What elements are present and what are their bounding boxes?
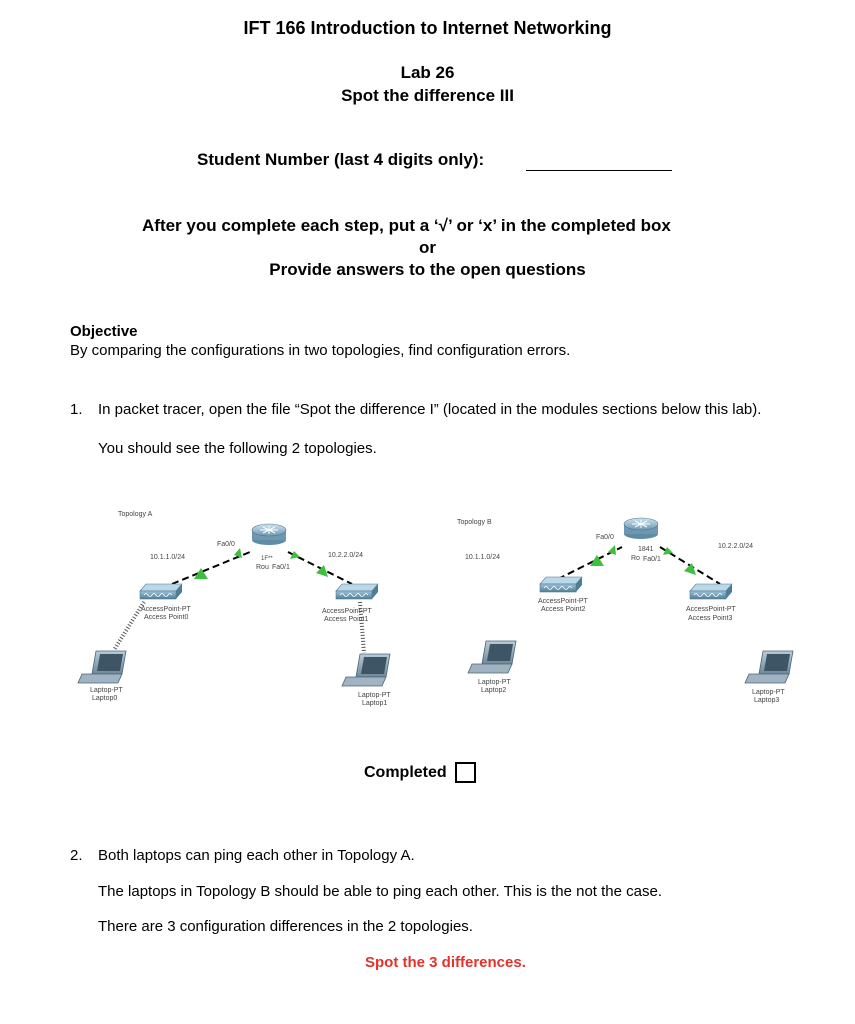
link-up-marker xyxy=(234,548,242,558)
completed-label: Completed xyxy=(364,763,447,781)
laptop3-type: Laptop-PT xyxy=(752,689,785,696)
step-2-text: Both laptops can ping each other in Topology A. xyxy=(98,847,415,864)
router-b-model: 1841 xyxy=(638,546,654,553)
router-b-port-left: Fa0/0 xyxy=(596,534,614,541)
ap3-name: Access Point3 xyxy=(688,615,733,622)
router-icon xyxy=(252,524,286,545)
laptop-icon xyxy=(468,641,516,673)
topology-b-title: Topology B xyxy=(457,519,492,526)
objective-text: By comparing the configurations in two topologies, find configuration errors. xyxy=(70,342,571,359)
laptop-icon xyxy=(745,651,793,683)
student-number-blank xyxy=(526,170,672,171)
topo-b-subnet-right: 10.2.2.0/24 xyxy=(718,543,754,550)
ap0-type: AccessPoint-PT xyxy=(141,606,191,613)
access-point-icon xyxy=(336,584,378,599)
completed-row xyxy=(364,762,476,783)
router-a-port-left: Fa0/0 xyxy=(217,541,235,548)
ap0-name: Access Point0 xyxy=(144,614,189,621)
step-2-line-3: There are 3 configuration differences in the 2 topologies. xyxy=(98,918,473,935)
ap2-name: Access Point2 xyxy=(541,606,586,613)
lab-number: Lab 26 xyxy=(400,63,455,82)
laptop0-type: Laptop-PT xyxy=(90,687,123,694)
completed-checkbox[interactable] xyxy=(455,762,476,783)
topo-a-subnet-right: 10.2.2.0/24 xyxy=(328,552,364,559)
access-point-icon xyxy=(540,577,582,592)
step-1-number: 1. xyxy=(70,401,83,418)
topo-a-subnet-left: 10.1.1.0/24 xyxy=(150,554,186,561)
router-icon xyxy=(624,518,658,539)
router-b-port-right: Fa0/1 xyxy=(643,556,661,563)
instruction-line-1: After you complete each step, put a ‘√’ or ‘x’ in the completed box xyxy=(142,216,671,235)
router-a-label: 1F** xyxy=(261,556,273,562)
lab-subtitle: Spot the difference III xyxy=(341,86,514,105)
laptop3-name: Laptop3 xyxy=(754,697,780,704)
laptop2-type: Laptop-PT xyxy=(478,679,511,686)
router-b-label: Ro xyxy=(631,555,640,562)
step-1-followup: You should see the following 2 topologies. xyxy=(98,440,377,457)
router-a-label-2: Rou xyxy=(256,564,269,571)
router-a-port-right: Fa0/1 xyxy=(272,564,290,571)
ap1-type: AccessPoint-PT xyxy=(322,608,372,615)
instruction-line-2: or xyxy=(419,238,436,257)
topo-b-subnet-left: 10.1.1.0/24 xyxy=(465,554,501,561)
access-point-icon xyxy=(690,584,732,599)
instruction-line-3: Provide answers to the open questions xyxy=(269,260,586,279)
laptop0-name: Laptop0 xyxy=(92,695,118,702)
topology-diagram xyxy=(60,505,810,715)
topo-a-wireless-left xyxy=(114,602,144,650)
laptop-icon xyxy=(78,651,126,683)
objective-title: Objective xyxy=(70,323,138,340)
laptop1-type: Laptop-PT xyxy=(358,692,391,699)
spot-differences-highlight: Spot the 3 differences. xyxy=(365,954,526,971)
laptop2-name: Laptop2 xyxy=(481,687,507,694)
access-point-icon xyxy=(140,584,182,599)
course-title: IFT 166 Introduction to Internet Networking xyxy=(243,18,612,38)
step-1-text: In packet tracer, open the file “Spot the difference I” (located in the modules sections below this lab). xyxy=(98,401,762,418)
student-number-label: Student Number (last 4 digits only): xyxy=(197,150,485,169)
topology-a-title: Topology A xyxy=(118,511,153,518)
step-2-line-2: The laptops in Topology B should be able to ping each other. This is the not the case. xyxy=(98,883,662,900)
step-2-number: 2. xyxy=(70,847,83,864)
laptop-icon xyxy=(342,654,390,686)
laptop1-name: Laptop1 xyxy=(362,700,388,707)
ap1-name: Access Point1 xyxy=(324,616,369,623)
ap2-type: AccessPoint-PT xyxy=(538,598,588,605)
ap3-type: AccessPoint-PT xyxy=(686,606,736,613)
